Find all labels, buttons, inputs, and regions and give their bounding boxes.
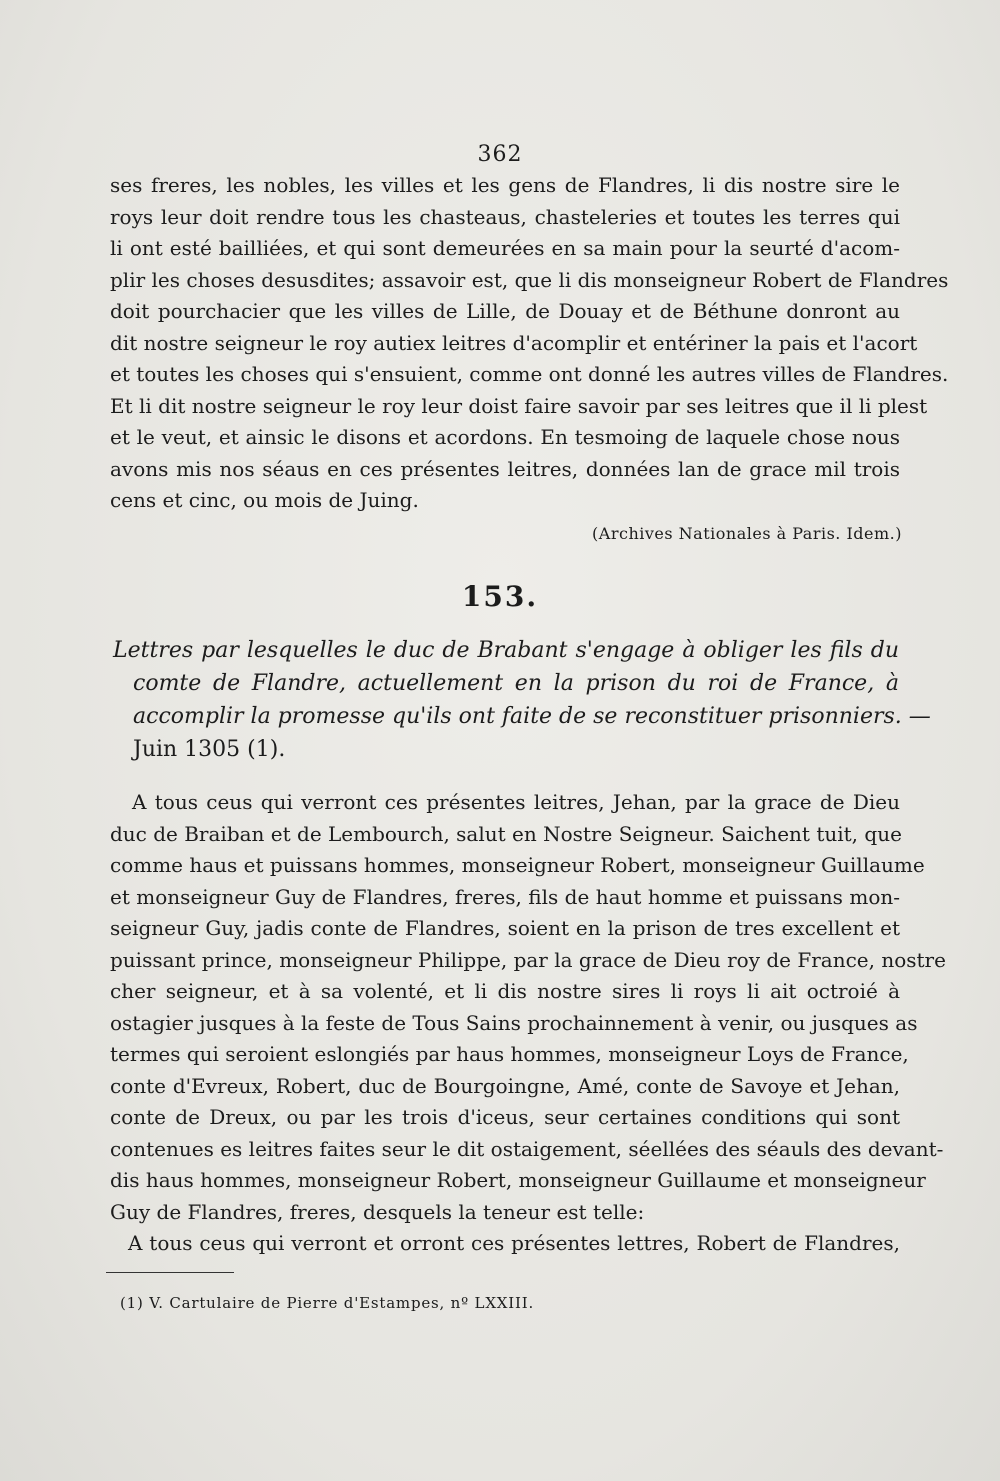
text-line: termes qui seroient eslongiés par haus hommes, monseigneur Loys de France,: [110, 1042, 909, 1066]
text-line: Guy de Flandres, freres, desquels la teneur est telle:: [110, 1199, 645, 1224]
summary-date: Juin 1305 (1).: [133, 737, 286, 762]
text-line: plir les choses desusdites; assavoir est, que li dis monseigneur Robert de Flandres: [110, 267, 949, 292]
body-paragraph: [110, 787, 946, 1260]
text-line: avons mis nos séaus en ces présentes leitres, données lan de grace mil trois: [110, 456, 900, 481]
text-line: conte d'Evreux, Robert, duc de Bourgoingne, Amé, conte de Savoye et Jehan,: [110, 1073, 900, 1098]
text-line: cher seigneur, et à sa volenté, et li dis nostre sires li roys li ait octroié à: [110, 979, 900, 1003]
text-line: ostagier jusques à la feste de Tous Sains prochainnement à venir, ou jusques as: [110, 1010, 918, 1035]
top-paragraph: [110, 170, 949, 517]
text-line: duc de Braiban et de Lembourch, salut en Nostre Seigneur. Saichent tuit, que: [110, 821, 902, 846]
footnote-divider: [106, 1272, 234, 1273]
text-line: Et li dit nostre seigneur le roy leur doist faire savoir par ses leitres que il li plest: [110, 393, 928, 418]
text-line: dit nostre seigneur le roy autiex leitres d'acomplir et entériner la pais et l'acort: [110, 330, 918, 355]
document-summary: [113, 634, 931, 766]
text-line: puissant prince, monseigneur Philippe, par la grace de Dieu roy de France, nostre: [110, 947, 946, 972]
summary-line: accomplir la promesse qu'ils ont faite de se reconstituer prisonniers. —: [133, 704, 931, 729]
footnote: (1) V. Cartulaire de Pierre d'Estampes, nº LXXIII.: [120, 1294, 535, 1312]
text-line: cens et cinc, ou mois de Juing.: [110, 488, 419, 512]
text-line: doit pourchacier que les villes de Lille, de Douay et de Béthune donront au: [110, 299, 900, 323]
text-line: seigneur Guy, jadis conte de Flandres, soient en la prison de tres excellent et: [110, 916, 900, 940]
document-number: 153.: [461, 580, 539, 613]
text-line: roys leur doit rendre tous les chasteaus, chasteleries et toutes les terres qui: [110, 204, 900, 229]
summary-line: Lettres par lesquelles le duc de Brabant s'engage à obliger les fils du: [113, 638, 899, 663]
text-line: et toutes les choses qui s'ensuient, comme ont donné les autres villes de Flandres.: [110, 362, 949, 386]
text-line: A tous ceus qui verront ces présentes leitres, Jehan, par la grace de Dieu: [132, 790, 900, 814]
text-line: dis haus hommes, monseigneur Robert, monseigneur Guillaume et monseigneur: [110, 1168, 926, 1192]
text-line: et monseigneur Guy de Flandres, freres, fils de haut homme et puissans mon-: [110, 884, 900, 909]
text-line: et le veut, et ainsic le disons et acordons. En tesmoing de laquele chose nous: [110, 425, 900, 449]
source-citation: (Archives Nationales à Paris. Idem.): [592, 524, 902, 543]
page-number: 362: [477, 142, 523, 167]
text-line: li ont esté bailliées, et qui sont demeurées en sa main pour la seurté d'acom-: [110, 236, 900, 260]
text-line: conte de Dreux, ou par les trois d'iceus, seur certaines conditions qui sont: [110, 1105, 900, 1129]
text-line: A tous ceus qui verront et orront ces présentes lettres, Robert de Flandres,: [128, 1231, 900, 1255]
text-line: contenues es leitres faites seur le dit ostaigement, séellées des séauls des devant-: [110, 1136, 944, 1161]
text-line: comme haus et puissans hommes, monseigneur Robert, monseigneur Guillaume: [110, 853, 925, 877]
summary-line: comte de Flandre, actuellement en la prison du roi de France, à: [133, 671, 899, 696]
text-line: ses freres, les nobles, les villes et les gens de Flandres, li dis nostre sire le: [110, 173, 900, 197]
